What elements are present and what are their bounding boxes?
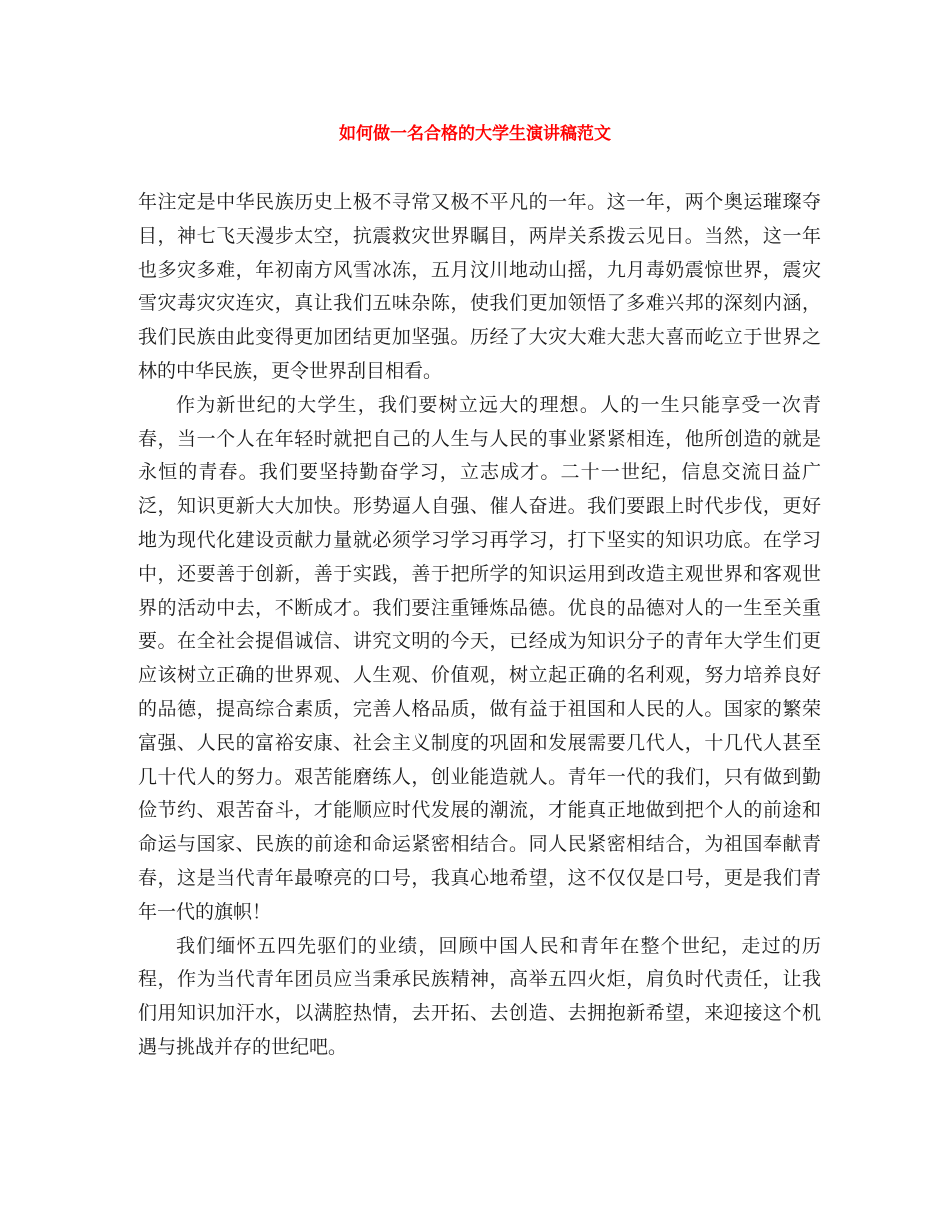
document-title: 如何做一名合格的大学生演讲稿范文 [339, 124, 611, 144]
document-body [138, 186, 821, 1065]
paragraph-1: 年注定是中华民族历史上极不寻常又极不平凡的一年。这一年，两个奥运璀璨夺目，神七飞天漫步太空，抗震救灾世界瞩目，两岸关系拨云见日。当然，这一年也多灾多难，年初南方风雪冰冻，五月汶川地动山摇，九月毒奶震惊世界，震灾雪灾毒灾灾连灾，真让我们五味杂陈，使我们更加领悟了多难兴邦的深刻内涵，我们民族由此变得更加团结更加坚强。历经了大灾大难大悲大喜而屹立于世界之林的中华民族，更令世界刮目相看。 [138, 191, 821, 382]
paragraph-3: 我们缅怀五四先驱们的业绩，回顾中国人民和青年在整个世纪，走过的历程，作为当代青年团员应当秉承民族精神，高举五四火炬，肩负时代责任，让我们用知识加汗水，以满腔热情，去开拓、去创造、去拥抱新希望，来迎接这个机遇与挑战并存的世纪吧。 [138, 934, 821, 1058]
paragraph-2: 作为新世纪的大学生，我们要树立远大的理想。人的一生只能享受一次青春，当一个人在年轻时就把自己的人生与人民的事业紧紧相连，他所创造的就是永恒的青春。我们要坚持勤奋学习，立志成才。二十一世纪，信息交流日益广泛，知识更新大大加快。形势逼人自强、催人奋进。我们要跟上时代步伐，更好地为现代化建设贡献力量就必须学习学习再学习，打下坚实的知识功底。在学习中，还要善于创新，善于实践，善于把所学的知识运用到改造主观世界和客观世界的活动中去，不断成才。我们要注重锤炼品德。优良的品德对人的一生至关重要。在全社会提倡诚信、讲究文明的今天，已经成为知识分子的青年大学生们更应该树立正确的世界观、人生观、价值观，树立起正确的名利观，努力培养良好的品德，提高综合素质，完善人格品质，做有益于祖国和人民的人。国家的繁荣富强、人民的富裕安康、社会主义制度的巩固和发展需要几代人，十几代人甚至几十代人的努力。艰苦能磨练人，创业能造就人。青年一代的我们，只有做到勤俭节约、艰苦奋斗，才能顺应时代发展的潮流，才能真正地做到把个人的前途和命运与国家、民族的前途和命运紧密相结合。同人民紧密相结合，为祖国奉献青春，这是当代青年最嘹亮的口号，我真心地希望，这不仅仅是口号，更是我们青年一代的旗帜！ [138, 393, 821, 923]
